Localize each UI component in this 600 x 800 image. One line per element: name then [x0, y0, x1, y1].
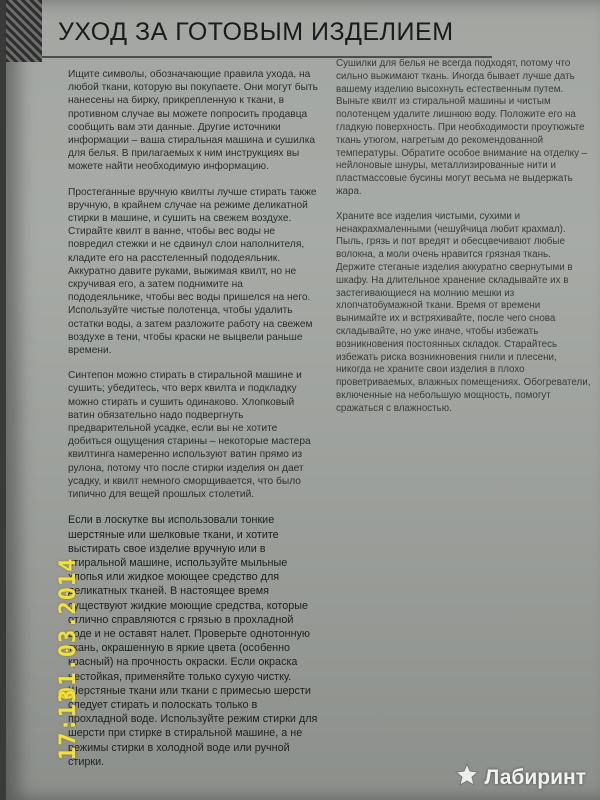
left-text-column	[68, 68, 318, 781]
paragraph-batting: Синтепон можно стирать в стиральной машине и сушить; убедитесь, что верх квилта и подкладку можно стирать и сушить одинаково. Хлопковый ватин обязательно надо подвергнуть предварительной усадке, если вы не хотите добиться ощущения старины – некоторые мастера квилтинга намеренно используют ватин прямо из рулона, потому что после стирки изделия он дает усадку, и квилт немного сморщивается, что было типично для вещей прошлых столетий.	[68, 370, 311, 501]
corner-pattern-block	[6, 0, 42, 62]
watermark-text: Лабиринт	[484, 766, 586, 789]
paragraph-hand-washing: Простеганные вручную квилты лучше стирать также вручную, в крайнем случае на режиме деликатной стирки в машине, и сушить на свежем воздухе. Стирайте квилт в ванне, чтобы вес воды не повредил стежки и не сдвинул слои наполнителя, кладите его на расстеленный пододеяльник. Аккуратно давите руками, выжимая квилт, но не скручивая его, а затем поднимите на пододеяльнике, чтобы вес воды пришелся на него. Используйте чистые полотенца, чтобы удалить остатки воды, а затем разложите работу на свежем воздухе в тени, чтобы краски не выцвели раньше времени.	[68, 186, 317, 357]
camera-time-stamp: 17:13	[56, 688, 81, 760]
right-text-column	[336, 58, 591, 428]
paragraph-care-symbols: Ищите символы, обозначающие правила ухода, на любой ткани, которую вы покупаете. Они могут быть нанесены на бирку, прикрепленную к ткани, в противном случае вы можете попросить продавца сообщить вам эти данные. Другие источники информации – ваша стиральная машина и сушилка для белья. В прилагаемых к ним инструкциях вы можете найти необходимую информацию.	[68, 69, 318, 173]
paragraph-wool-silk: Если в лоскутке вы использовали тонкие шерстяные или шелковые ткани, и хотите выстирать свое изделие вручную или в стиральной машине, используйте мыльные хлопья или жидкое моющее средство для деликатных тканей. В настоящее время существуют жидкие моющие средства, которые отлично справляются с грязью в прохладной воде и не оставят налет. Проверьте однотонную ткань, окрашенную в яркие цвета (особенно красный) на прочность окраски. Если окраска нестойкая, применяйте только сухую чистку. Шерстяные ткани или ткани с примесью шерсти следует стирать и полоскать только в прохладной воде. Используйте режим стирки для шерсти при стирке в стиральной машине, а не режимы стирки в холодной воде или ручной стирки.	[68, 514, 318, 768]
page-title: УХОД ЗА ГОТОВЫМ ИЗДЕЛИЕМ	[58, 18, 454, 46]
camera-date-stamp: 01.03.2014	[56, 557, 81, 700]
labirint-watermark	[454, 762, 586, 794]
paragraph-drying: Сушилки для белья не всегда подходят, потому что сильно выжимают ткань. Иногда бывает лучше дать вашему изделию высохнуть естественным путем. Выньте квилт из стиральной машины и чистым полотенцем удалите лишнюю воду. Положите его на гладкую поверхность. При необходимости проутюжьте ткань утюгом, нагретым до рекомендованной температуры. Обратите особое внимание на отделку – нейлоновые шнуры, металлизированные нити и пластмассовые бусины могут весьма не выдержать жара.	[336, 58, 588, 197]
book-page	[6, 0, 600, 800]
labirint-logo-icon	[454, 762, 480, 794]
paragraph-storage: Храните все изделия чистыми, сухими и ненакрахмаленными (чешуйчица любит крахмал). Пыль, грязь и пот вредят и обесцвечивают любые волокна, а моли очень нравится грязная ткань. Держите стеганые изделия аккуратно свернутыми в шкафу. На длительное хранение складывайте их в застегивающиеся на молнию мешки из хлопчатобумажной ткани. Время от времени вынимайте их и встряхивайте, после чего снова складывайте, но уже иначе, чтобы избежать возникновения постоянных складок. Старайтесь избежать риска возникновения гнили и плесени, никогда не храните свои изделия в плохо проветриваемых, влажных помещениях. Обогреватели, включенные на небольшую мощность, помогут сражаться с влажностью.	[336, 210, 591, 414]
